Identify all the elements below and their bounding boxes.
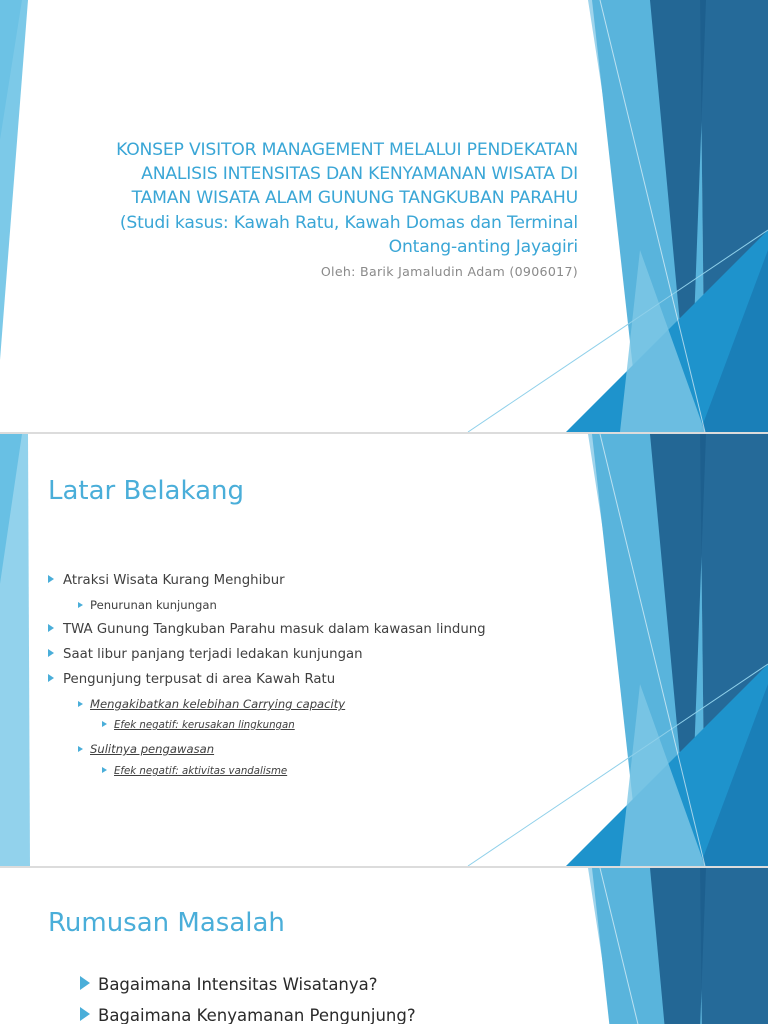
bullet-arrow-icon <box>78 746 83 752</box>
title-line: ANALISIS INTENSITAS DAN KENYAMANAN WISATA DI <box>141 164 578 185</box>
sub-bullet-item <box>78 598 217 612</box>
slide-heading: Latar Belakang <box>48 476 245 506</box>
sub-bullet-item <box>78 742 214 756</box>
bullet-item <box>80 1006 416 1024</box>
title-line: Ontang-anting Jayagiri <box>388 236 578 257</box>
bullet-item <box>80 975 378 994</box>
bullet-arrow-icon <box>102 721 107 727</box>
bullet-arrow-icon <box>48 674 54 682</box>
bullet-text: Efek negatif: aktivitas vandalisme <box>114 766 288 777</box>
bullet-text: Efek negatif: kerusakan lingkungan <box>114 720 295 731</box>
author-subtitle: Oleh: Barik Jamaludin Adam (0906017) <box>320 264 578 280</box>
background-slide[interactable] <box>0 434 768 866</box>
bullet-arrow-icon <box>48 624 54 632</box>
bullet-arrow-icon <box>80 976 90 990</box>
bullet-text: Mengakibatkan kelebihan Carrying capacity <box>90 697 346 711</box>
bullet-text: Penurunan kunjungan <box>90 598 217 612</box>
sub-sub-bullet-item <box>102 766 287 777</box>
bullet-arrow-icon <box>80 1007 90 1021</box>
title-line: (Studi kasus: Kawah Ratu, Kawah Domas dan Terminal <box>119 212 578 233</box>
bullet-text: Bagaimana Kenyamanan Pengunjung? <box>98 1006 416 1024</box>
bullet-arrow-icon <box>48 575 54 583</box>
bullet-item <box>48 672 335 687</box>
bullet-text: Bagaimana Intensitas Wisatanya? <box>98 975 378 994</box>
bullet-text: Saat libur panjang terjadi ledakan kunjungan <box>63 647 363 662</box>
title-slide[interactable] <box>0 0 768 432</box>
title-line: KONSEP VISITOR MANAGEMENT MELALUI PENDEKATAN <box>116 140 578 160</box>
bullet-text: Pengunjung terpusat di area Kawah Ratu <box>63 672 336 687</box>
title-block <box>78 138 578 279</box>
bullet-item <box>48 573 285 588</box>
bullet-arrow-icon <box>78 701 83 707</box>
presentation-title <box>78 138 578 259</box>
bullet-arrow-icon <box>48 649 54 657</box>
decorative-triangles <box>0 868 768 1024</box>
bullet-text: Atraksi Wisata Kurang Menghibur <box>63 573 285 588</box>
bullet-text: Sulitnya pengawasan <box>90 742 215 756</box>
bullet-arrow-icon <box>102 767 107 773</box>
bullet-item <box>48 622 486 637</box>
sub-sub-bullet-item <box>102 720 295 731</box>
title-line: TAMAN WISATA ALAM GUNUNG TANGKUBAN PARAHU <box>131 188 578 209</box>
slide-heading: Rumusan Masalah <box>48 908 285 938</box>
sub-bullet-item <box>78 697 345 711</box>
bullet-text: TWA Gunung Tangkuban Parahu masuk dalam kawasan lindung <box>63 622 486 637</box>
bullet-arrow-icon <box>78 602 83 608</box>
problem-statement-slide[interactable] <box>0 868 768 1024</box>
bullet-item <box>48 647 363 662</box>
